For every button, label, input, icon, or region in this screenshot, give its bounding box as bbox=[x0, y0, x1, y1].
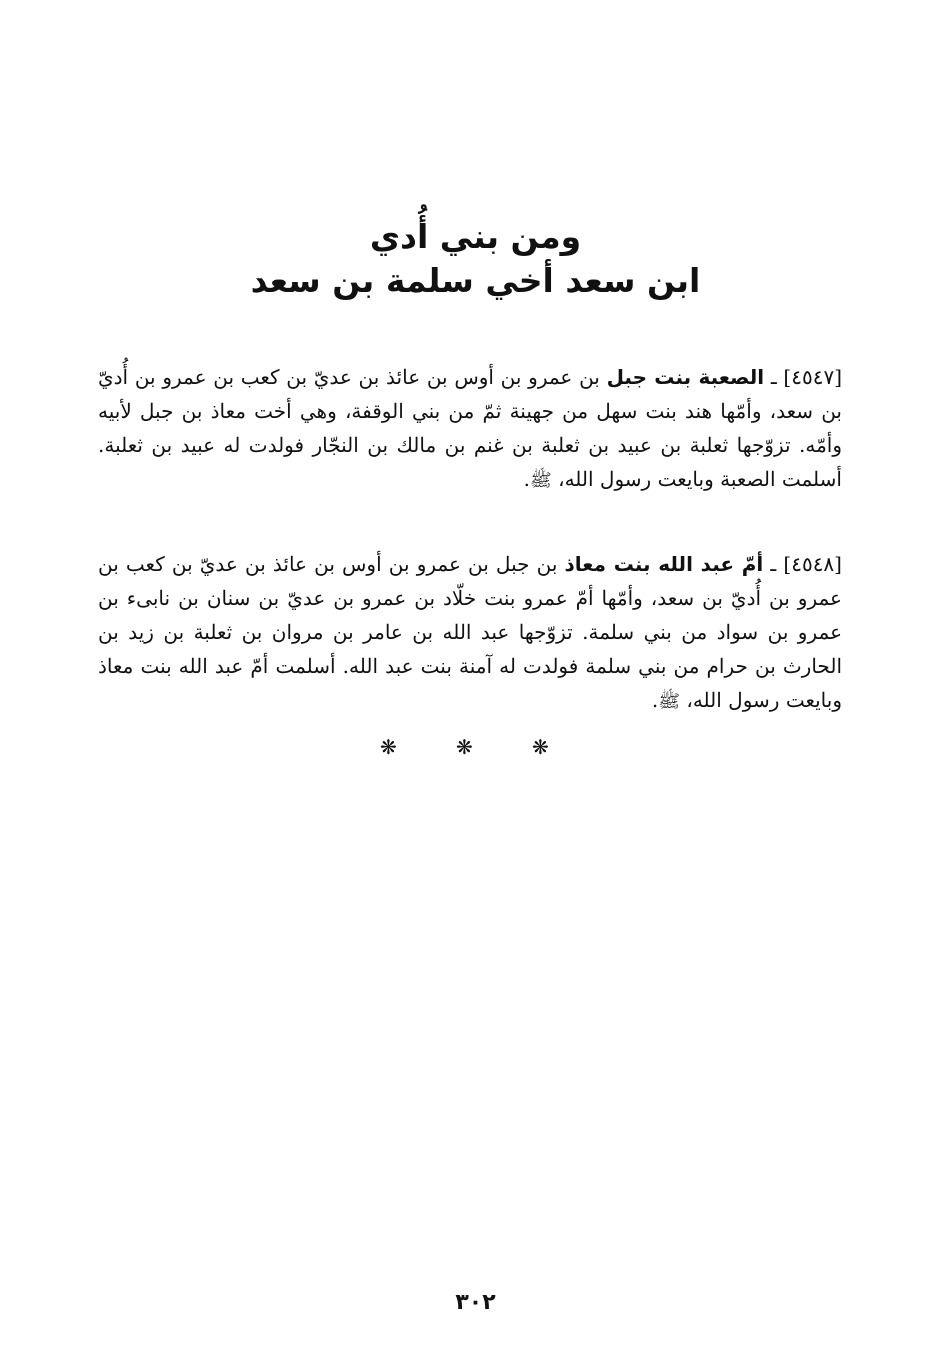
entry-name: أمّ عبد الله بنت معاذ bbox=[564, 552, 764, 576]
entry-number: [٤٥٤٨] bbox=[783, 552, 842, 576]
entry-dash: ـ bbox=[763, 552, 784, 576]
section-separator bbox=[380, 732, 560, 762]
section-heading-line-1: ومن بني أُدي bbox=[369, 217, 582, 256]
entry-dash: ـ bbox=[764, 365, 784, 389]
entry-name: الصعبة بنت جبل bbox=[606, 365, 765, 389]
biography-entry bbox=[98, 547, 842, 719]
asterism-icon: ❋ bbox=[456, 735, 473, 759]
entry-text: بن جبل بن عمرو بن أوس بن عائذ بن عديّ بن كعب بن عمرو بن أُديّ بن سعد، وأمّها أمّ عمرو بنت خلّاد بن عمرو بن عديّ بن سنان بن نابىء بن عمرو بن سواد من بني سلمة. تزوّجها عبد الله بن عامر بن مروان بن ثعلبة بن زيد بن الحارث بن حرام من بني سلمة فولدت له آمنة بنت عبد الله. أسلمت أمّ عبد الله بنت معاذ وبايعت رسول الله، bbox=[98, 552, 842, 712]
entry-end: . bbox=[523, 467, 531, 491]
section-heading-line-2: ابن سعد أخي سلمة بن سعد bbox=[250, 261, 701, 300]
entry-number: [٤٥٤٧] bbox=[783, 365, 842, 389]
entry-end: . bbox=[651, 688, 659, 712]
honorific-glyph: ﷺ bbox=[658, 691, 681, 712]
entry-text: بن عمرو بن أوس بن عائذ بن عديّ بن كعب بن عمرو بن أُديّ بن سعد، وأمّها هند بنت سهل من جهينة ثمّ من بني الوقفة، وهي أخت معاذ بن جبل لأبيه وأمّه. تزوّجها ثعلبة بن عبيد بن ثعلبة بن غنم بن مالك بن النجّار فولدت له عبيد بن ثعلبة. أسلمت الصعبة وبايعت رسول الله، bbox=[98, 365, 842, 491]
asterism-icon: ❋ bbox=[532, 735, 549, 759]
honorific-glyph: ﷺ bbox=[530, 470, 552, 491]
asterism-icon: ❋ bbox=[380, 735, 397, 759]
page-number: ٣٠٢ bbox=[455, 1290, 496, 1315]
biography-entry bbox=[98, 360, 842, 498]
